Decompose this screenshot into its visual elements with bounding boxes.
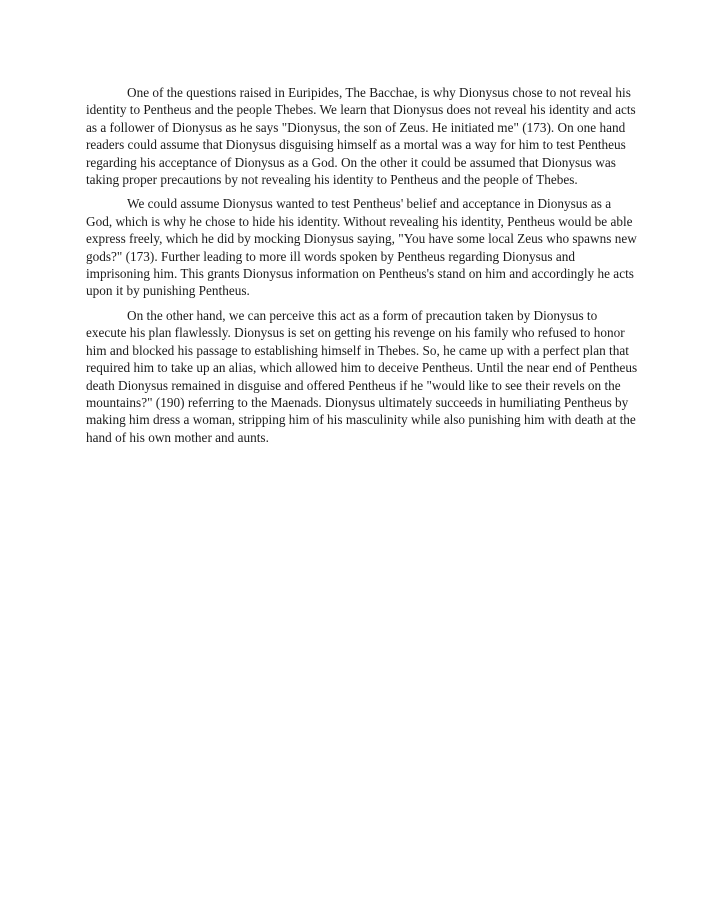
paragraph-1: One of the questions raised in Euripides, The Bacchae, is why Dionysus chose to not reveal his identity to Pentheus and the people Thebes. We learn that Dionysus does not reveal his identity and acts as a follower of Dionysus as he says "Dionysus, the son of Zeus. He initiated me" (173). On one hand readers could assume that Dionysus disguising himself as a mortal was a way for him to test Pentheus regarding his acceptance of Dionysus as a God. On the other it could be assumed that Dionysus was taking proper precautions by not revealing his identity to Pentheus and the people of Thebes. (86, 85, 636, 188)
paragraph-3: On the other hand, we can perceive this act as a form of precaution taken by Dionysus to execute his plan flawlessly. Dionysus is set on getting his revenge on his family who refused to honor him and blocked his passage to establishing himself in Thebes. So, he came up with a perfect plan that required him to take up an alias, which allowed him to deceive Pentheus. Until the near end of Pentheus death Dionysus remained in disguise and offered Pentheus if he "would like to see their revels on the mountains?" (190) referring to the Maenads. Dionysus ultimately succeeds in humiliating Pentheus by making him dress a woman, stripping him of his masculinity while also punishing him with death at the hand of his own mother and aunts. (86, 307, 638, 445)
document-body (86, 84, 638, 453)
paragraph-2: We could assume Dionysus wanted to test Pentheus' belief and acceptance in Dionysus as a God, which is why he chose to hide his identity. Without revealing his identity, Pentheus would be able express freely, which he did by mocking Dionysus saying, "You have some local Zeus who spawns new gods?" (173). Further leading to more ill words spoken by Pentheus regarding Dionysus and imprisoning him. This grants Dionysus information on Pentheus's stand on him and accordingly he acts upon it by punishing Pentheus. (86, 196, 637, 299)
